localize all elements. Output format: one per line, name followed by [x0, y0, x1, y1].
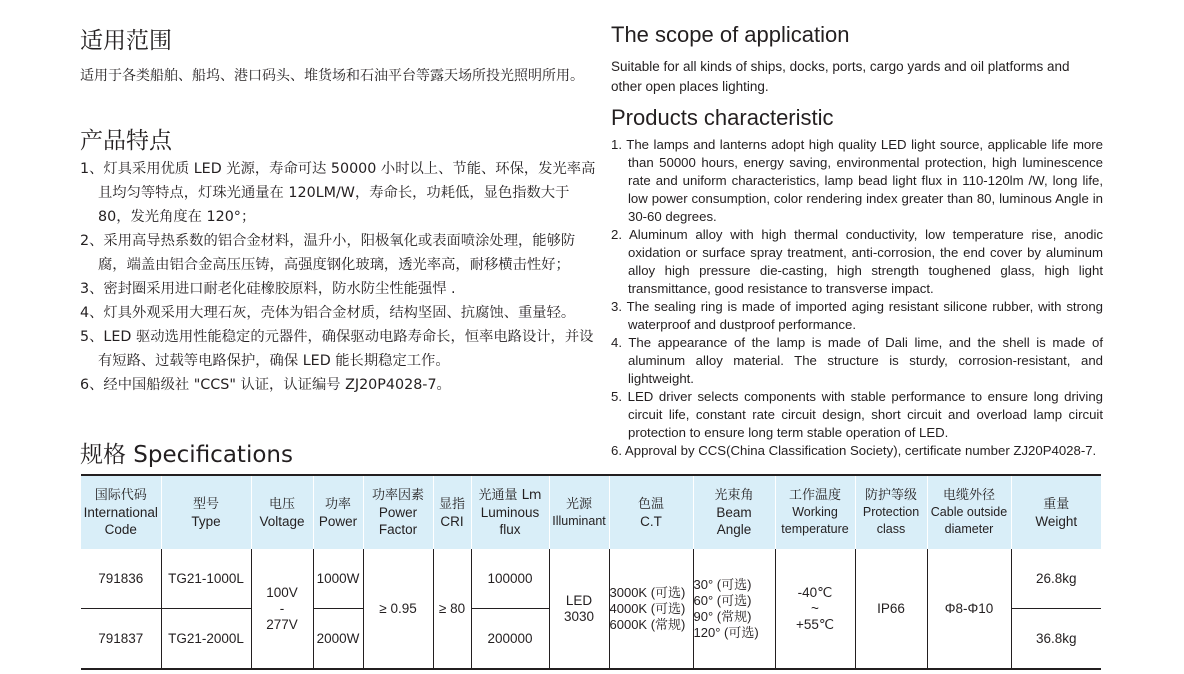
- cell-flux: 200000: [471, 609, 549, 670]
- header-cable: 电缆外径 Cable outside diameter: [927, 475, 1011, 549]
- header-code: 国际代码 International Code: [81, 475, 161, 549]
- list-item: 5. LED driver selects components with stable performance to ensure long driving circuit life, constant rate circuit design, short circuit and overload lamp circuit protection to ensure long term stable operation of LED.: [611, 389, 1103, 440]
- cell-code: 791836: [81, 549, 161, 609]
- list-item: 1. The lamps and lanterns adopt high quality LED light source, applicable life more than 50000 hours, energy saving, environmental protection, high luminescence rate and uniform characteristics, lamp bead light flux in 110-120lm /W, long life, low power consumption, color rendering index greater than 80, luminous Angle in 30-60 degrees.: [611, 137, 1103, 224]
- cell-code: 791837: [81, 609, 161, 670]
- header-cri: 显指 CRI: [433, 475, 471, 549]
- cell-temperature: -40℃ ~ +55℃: [775, 549, 855, 669]
- char-list-en: [611, 136, 1103, 460]
- header-ct: 色温 C.T: [609, 475, 693, 549]
- cell-flux: 100000: [471, 549, 549, 609]
- header-flux: 光通量 Lm Luminous flux: [471, 475, 549, 549]
- scope-title-en: The scope of application: [611, 22, 850, 47]
- cell-power-factor: ≥ 0.95: [363, 549, 433, 669]
- list-item: 2、采用高导热系数的铝合金材料，温升小，阳极氧化或表面喷涂处理，能够防腐，端盖由铝合金高压压铸，高强度钢化玻璃，透光率高，耐移横击性好；: [80, 233, 576, 273]
- cell-ct: 3000K (可选) 4000K (可选) 6000K (常规): [609, 549, 693, 669]
- scope-title-cn: 适用范围: [80, 28, 172, 54]
- header-illuminant: 光源 Illuminant: [549, 475, 609, 549]
- cell-cable: Φ8-Φ10: [927, 549, 1011, 669]
- cell-weight: 36.8kg: [1011, 609, 1101, 670]
- spec-title: 规格 Specifications: [80, 442, 293, 468]
- list-item: 6. Approval by CCS(China Classification Society), certificate number ZJ20P4028-7.: [611, 443, 1097, 458]
- header-temperature: 工作温度 Working temperature: [775, 475, 855, 549]
- cell-voltage: 100V - 277V: [251, 549, 313, 669]
- char-title-cn: 产品特点: [80, 128, 172, 154]
- header-type: 型号 Type: [161, 475, 251, 549]
- cell-type: TG21-1000L: [161, 549, 251, 609]
- list-item: 2. Aluminum alloy with high thermal conductivity, low temperature rise, anodic oxidation or surface spray treatment, anti-corrosion, the end cover by aluminum alloy high pressure die-casting, high strength toughened glass, high light transmittance, good resistance to transverse impact.: [611, 227, 1103, 296]
- header-voltage: 电压 Voltage: [251, 475, 313, 549]
- header-protection: 防护等级 Protection class: [855, 475, 927, 549]
- scope-text-en: Suitable for all kinds of ships, docks, ports, cargo yards and oil platforms and other open places lighting.: [611, 59, 1070, 94]
- list-item: 4、灯具外观采用大理石灰，壳体为铝合金材质，结构坚固、抗腐蚀、重量轻。: [80, 305, 576, 321]
- list-item: 5、LED 驱动选用性能稳定的元器件，确保驱动电路寿命长，恒率电路设计，并设有短路、过载等电路保护，确保 LED 能长期稳定工作。: [80, 329, 594, 369]
- list-item: 6、经中国船级社 "CCS" 认证，认证编号 ZJ20P4028-7。: [80, 377, 451, 393]
- cell-protection: IP66: [855, 549, 927, 669]
- cell-beam-angle: 30° (可选) 60° (可选) 90° (常规) 120° (可选): [693, 549, 775, 669]
- list-item: 3. The sealing ring is made of imported aging resistant silicone rubber, with strong waterproof and dustproof performance.: [611, 299, 1103, 332]
- cell-power: 2000W: [313, 609, 363, 670]
- list-item: 4. The appearance of the lamp is made of Dali lime, and the shell is made of aluminum alloy material. The structure is sturdy, corrosion-resistant, and lightweight.: [611, 335, 1103, 386]
- char-title-en: Products characteristic: [611, 105, 834, 130]
- header-beam-angle: 光束角 Beam Angle: [693, 475, 775, 549]
- spec-table: [81, 474, 1101, 670]
- cell-illuminant: LED 3030: [549, 549, 609, 669]
- list-item: 3、密封圈采用进口耐老化硅橡胶原料，防水防尘性能强悍 .: [80, 281, 456, 297]
- scope-text-cn: 适用于各类船舶、船坞、港口码头、堆货场和石油平台等露天场所投光照明所用。: [80, 68, 584, 84]
- cell-cri: ≥ 80: [433, 549, 471, 669]
- cell-weight: 26.8kg: [1011, 549, 1101, 609]
- table-header-row: [81, 475, 1101, 549]
- header-power-factor: 功率因素 Power Factor: [363, 475, 433, 549]
- header-power: 功率 Power: [313, 475, 363, 549]
- header-weight: 重量 Weight: [1011, 475, 1101, 549]
- cell-power: 1000W: [313, 549, 363, 609]
- cell-type: TG21-2000L: [161, 609, 251, 670]
- list-item: 1、灯具采用优质 LED 光源，寿命可达 50000 小时以上、节能、环保，发光率高且均匀等特点，灯珠光通量在 120LM/W，寿命长，功耗低，显色指数大于 80，发光角度在 120°；: [80, 161, 596, 225]
- char-list-cn: [80, 157, 600, 397]
- table-row: [81, 549, 1101, 609]
